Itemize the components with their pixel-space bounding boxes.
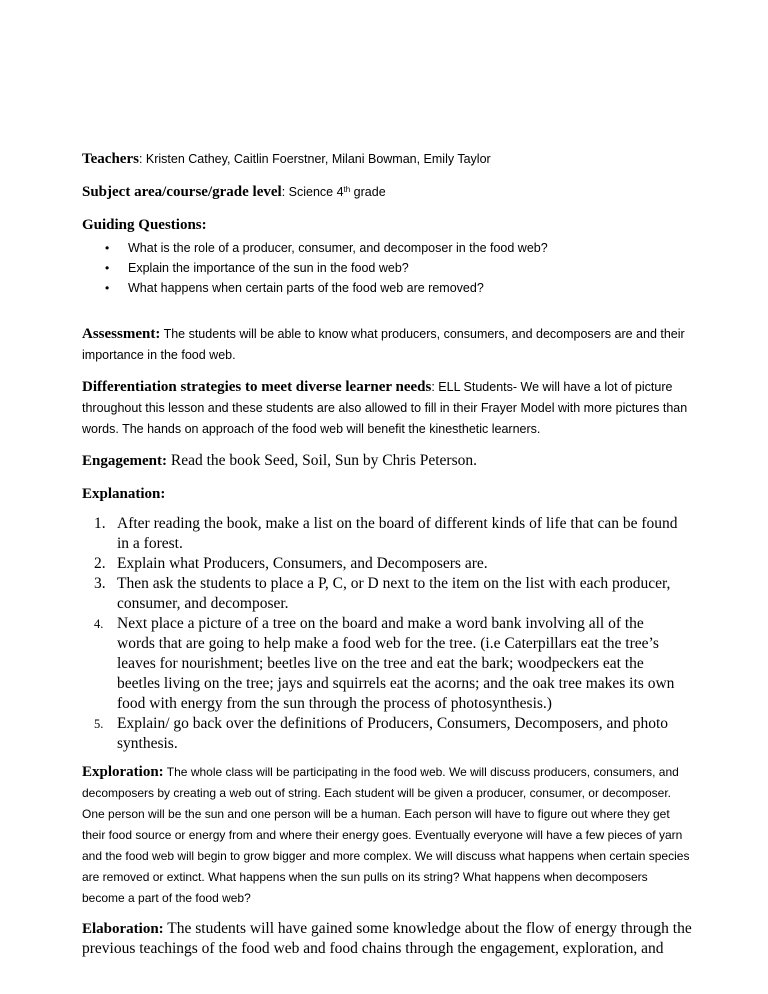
engagement-section xyxy=(82,451,692,471)
list-item: 4. Next place a picture of a tree on the board and make a word bank involving all of the words that are going to help make a food web for the tree. (i.e Caterpillars eat the tree’s leaves for nourishment; beetles live on the tree and eat the bark; woodpeckers eat the beetles living on the tree; jays and squirrels eat the acorns; and the oak tree makes its own food with energy from the sun through the process of photosynthesis.) xyxy=(94,615,675,712)
elaboration-label: Elaboration: xyxy=(82,921,164,937)
explanation-section xyxy=(82,484,692,754)
guiding-questions-section xyxy=(82,214,692,298)
assessment-paragraph xyxy=(82,324,692,366)
teachers-value: : Kristen Cathey, Caitlin Foerstner, Milani Bowman, Emily Taylor xyxy=(138,152,491,166)
subject-value-pre: : Science 4 xyxy=(281,185,344,199)
explanation-label: Explanation: xyxy=(82,486,166,502)
exploration-label: Exploration: xyxy=(82,764,164,780)
explanation-line xyxy=(82,484,692,504)
list-item: 2. Explain what Producers, Consumers, and Decomposers are. xyxy=(94,555,488,572)
exploration-section xyxy=(82,762,692,909)
differentiation-label: Differentiation strategies to meet diverse learner needs xyxy=(82,379,432,395)
list-item: • What happens when certain parts of the food web are removed? xyxy=(128,278,692,298)
differentiation-text: : ELL Students- We will have a lot of picture throughout this lesson and these students are also allowed to fill in their Frayer Model with more pictures than words. The hands on approach of the food web will benefit the kinesthetic learners. xyxy=(82,380,688,436)
elaboration-section xyxy=(82,919,692,959)
list-number: 4. xyxy=(94,617,104,631)
engagement-label: Engagement: xyxy=(82,453,167,469)
bullet-icon: • xyxy=(105,241,110,255)
guiding-questions-line xyxy=(82,214,692,236)
assessment-text: The students will be able to know what producers, consumers, and decomposers are and their importance in the food web. xyxy=(82,327,685,362)
list-number: 2. xyxy=(94,555,106,572)
engagement-paragraph xyxy=(82,451,692,471)
bullet-icon: • xyxy=(105,281,110,295)
differentiation-section xyxy=(82,377,692,440)
subject-line xyxy=(82,181,692,203)
teachers-label: Teachers xyxy=(82,151,139,167)
guiding-questions-label: Guiding Questions: xyxy=(82,217,207,233)
elaboration-paragraph xyxy=(82,919,692,959)
explanation-list xyxy=(82,514,692,754)
assessment-section xyxy=(82,324,692,366)
list-number: 1. xyxy=(94,515,106,532)
list-number: 5. xyxy=(94,717,104,731)
exploration-paragraph xyxy=(82,762,692,909)
guiding-questions-list xyxy=(82,238,692,298)
teachers-line xyxy=(82,148,692,170)
list-number: 3. xyxy=(94,575,106,592)
subject-value-post: grade xyxy=(350,185,386,199)
differentiation-paragraph xyxy=(82,377,692,440)
subject-label: Subject area/course/grade level xyxy=(82,184,282,200)
list-item: • What is the role of a producer, consumer, and decomposer in the food web? xyxy=(128,238,692,258)
list-item: 5. Explain/ go back over the definitions of Producers, Consumers, Decomposers, and photo synthesis. xyxy=(94,715,668,752)
lesson-plan-content xyxy=(82,148,692,959)
subject-value-sup: th xyxy=(343,185,351,194)
subject-value xyxy=(282,185,386,199)
elaboration-text: The students will have gained some knowledge about the flow of energy through the previous teachings of the food web and food chains through the engagement, exploration, and xyxy=(82,920,692,957)
assessment-label: Assessment: xyxy=(82,326,161,342)
exploration-text: The whole class will be participating in the food web. We will discuss producers, consumers, and decomposers by creating a web out of string. Each student will be given a producer, consumer, or decomposer. One person will be the sun and one person will be a human. Each person will have to figure out where they get their food source or energy from and where their energy goes. Eventually everyone will have a few pieces of yarn and the food web will begin to grow bigger and more complex. We will discuss what happens when certain species are removed or extinct. What happens when the sun pulls on its string? What happens when decomposers become a part of the food web? xyxy=(82,765,690,905)
list-item: • Explain the importance of the sun in the food web? xyxy=(128,258,692,278)
bullet-icon: • xyxy=(105,261,110,275)
list-item: 1. After reading the book, make a list on the board of different kinds of life that can be found in a forest. xyxy=(94,515,678,552)
list-item: 3. Then ask the students to place a P, C, or D next to the item on the list with each producer, consumer, and decomposer. xyxy=(94,575,671,612)
engagement-text: Read the book Seed, Soil, Sun by Chris Peterson. xyxy=(167,452,477,469)
